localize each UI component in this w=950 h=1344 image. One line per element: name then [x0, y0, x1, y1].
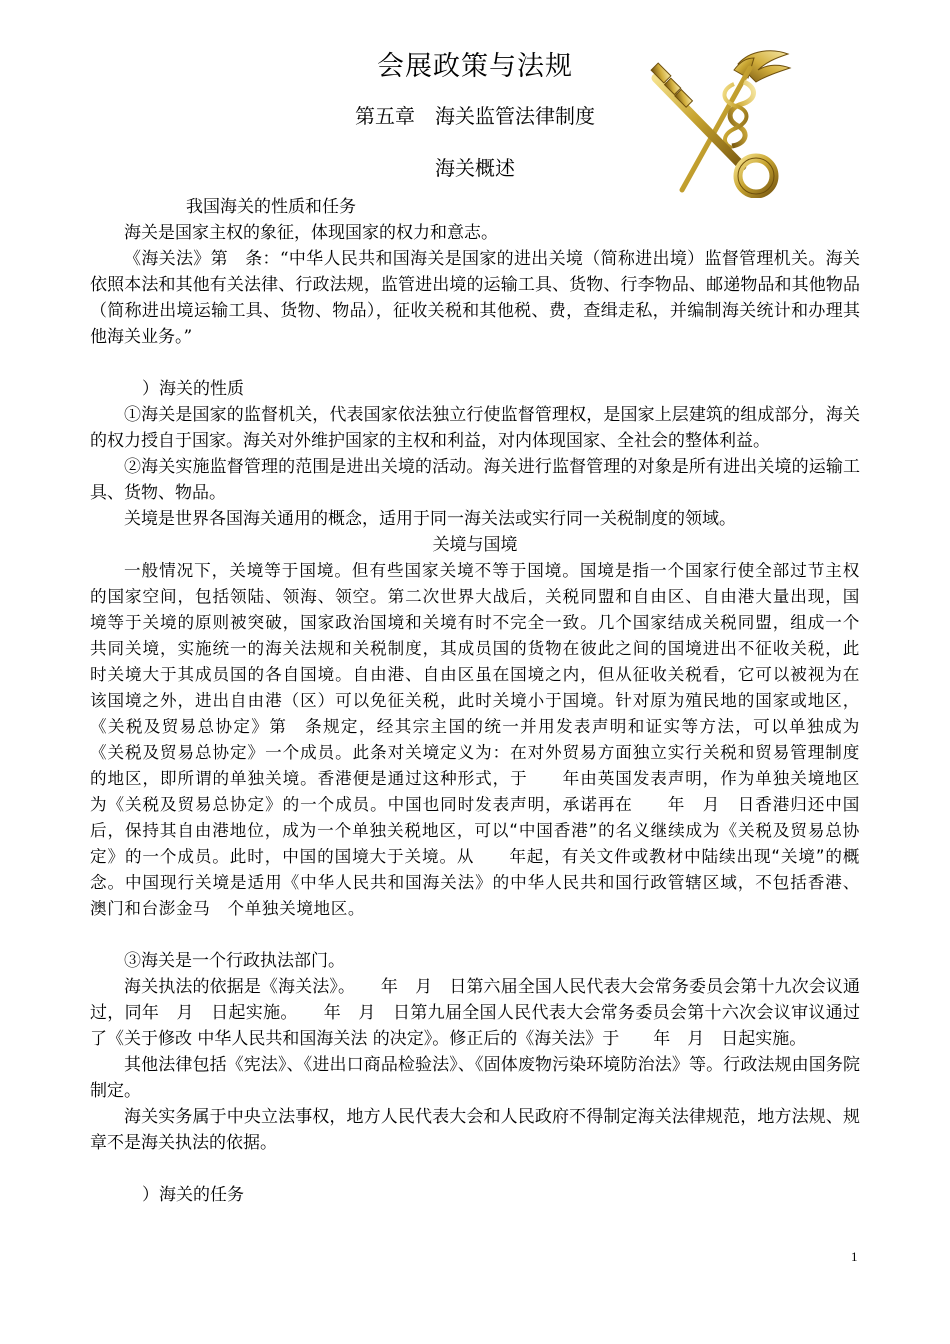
paragraph: 关境是世界各国海关通用的概念，适用于同一海关法或实行同一关税制度的领域。 — [124, 509, 736, 529]
customs-emblem-icon — [646, 48, 792, 198]
paragraph: ②海关实施监督管理的范围是进出关境的活动。海关进行监督管理的对象是所有进出关境的运输工具、货物、物品。 — [90, 457, 860, 503]
paragraph: ①海关是国家的监督机关，代表国家依法独立行使监督管理权，是国家上层建筑的组成部分，海关的权力授自于国家。海关对外维护国家的主权和利益，对内体现国家、全社会的整体利益。 — [90, 405, 860, 451]
subheading-customs-territory: 关境与国境 — [432, 535, 518, 555]
paragraph: 海关实务属于中央立法事权，地方人民代表大会和人民政府不得制定海关法律规范，地方法规、规章不是海关执法的依据。 — [90, 1107, 860, 1153]
document-title: 会展政策与法规 — [377, 51, 573, 82]
paragraph: 海关是国家主权的象征，体现国家的权力和意志。 — [124, 223, 498, 243]
paragraph-customs-territory: 一般情况下，关境等于国境。但有些国家关境不等于国境。国境是指一个国家行使全部过节主权的国家空间，包括领陆、领海、领空。第二次世界大战后，关税同盟和自由区、自由港大量出现，国境等于关境的原则被突破，国家政治国境和关境有时不完全一致。几个国家结成关税同盟，组成一个共同关境，实施统一的海关法规和关税制度，其成员国的货物在彼此之间的国境进出不征收关税，此时关境大于其成员国的各自国境。自由港、自由区虽在国境之内，但从征收关税看，它可以被视为在该国境之外，进出自由港（区）可以免征关税，此时关境小于国境。针对原为殖民地的国家或地区，《关税及贸易总协定》第 条规定，经其宗主国的统一并用发表声明和证实等方法，可以单独成为《关税及贸易总协定》一个成员。此条对关境定义为：在对外贸易方面独立实行关税和贸易管理制度的地区，即所谓的单独关境。香港便是通过这种形式，于 年由英国发表声明，作为单独关境地区为《关税及贸易总协定》的一个成员。中国也同时发表声明，承诺再在 年 月 日香港归还中国后，保持其自由港地位，成为一个单独关税地区，可以“中国香港”的名义继续成为《关税及贸易总协定》的一个成员。此时，中国的国境大于关境。从 年起，有关文件或教材中陆续出现“关境”的概念。中国现行关境是适用《中华人民共和国海关法》的中华人民共和国行政管辖区域，不包括香港、澳门和台澎金马 个单独关境地区。 — [90, 561, 860, 918]
paragraph: 海关执法的依据是《海关法》。 年 月 日第六届全国人民代表大会常务委员会第十九次会议通过，同年 月 日起实施。 年 月 日第九届全国人民代表大会常务委员会第十六次会议审议通过了《关于修改 中华人民共和国海关法 的决定》。修正后的《海关法》于 年 月 日起实施。 — [90, 977, 860, 1049]
paragraph: ③海关是一个行政执法部门。 — [124, 951, 345, 971]
document-body — [90, 194, 860, 1208]
subheading-customs-tasks: ）海关的任务 — [142, 1185, 244, 1205]
section-heading: 海关概述 — [435, 156, 515, 180]
page-number: 1 — [851, 1249, 858, 1264]
chapter-heading: 第五章 海关监管法律制度 — [355, 104, 595, 128]
paragraph-customs-law-article: 《海关法》第 条：“中华人民共和国海关是国家的进出关境（简称进出境）监督管理机关。海关依照本法和其他有关法律、行政法规，监管进出境的运输工具、货物、行李物品、邮递物品和其他物品（简称进出境运输工具、货物、物品），征收关税和其他税、费，查缉走私，并编制海关统计和办理其他海关业务。” — [90, 249, 860, 347]
blank-line — [90, 1156, 860, 1182]
blank-line — [90, 922, 860, 948]
subheading-customs-nature: ）海关的性质 — [142, 379, 244, 399]
paragraph: 其他法律包括《宪法》、《进出口商品检验法》、《固体废物污染环境防治法》等。行政法规由国务院制定。 — [90, 1055, 860, 1101]
blank-line — [90, 350, 860, 376]
subheading-nature-and-tasks: 我国海关的性质和任务 — [186, 197, 356, 217]
